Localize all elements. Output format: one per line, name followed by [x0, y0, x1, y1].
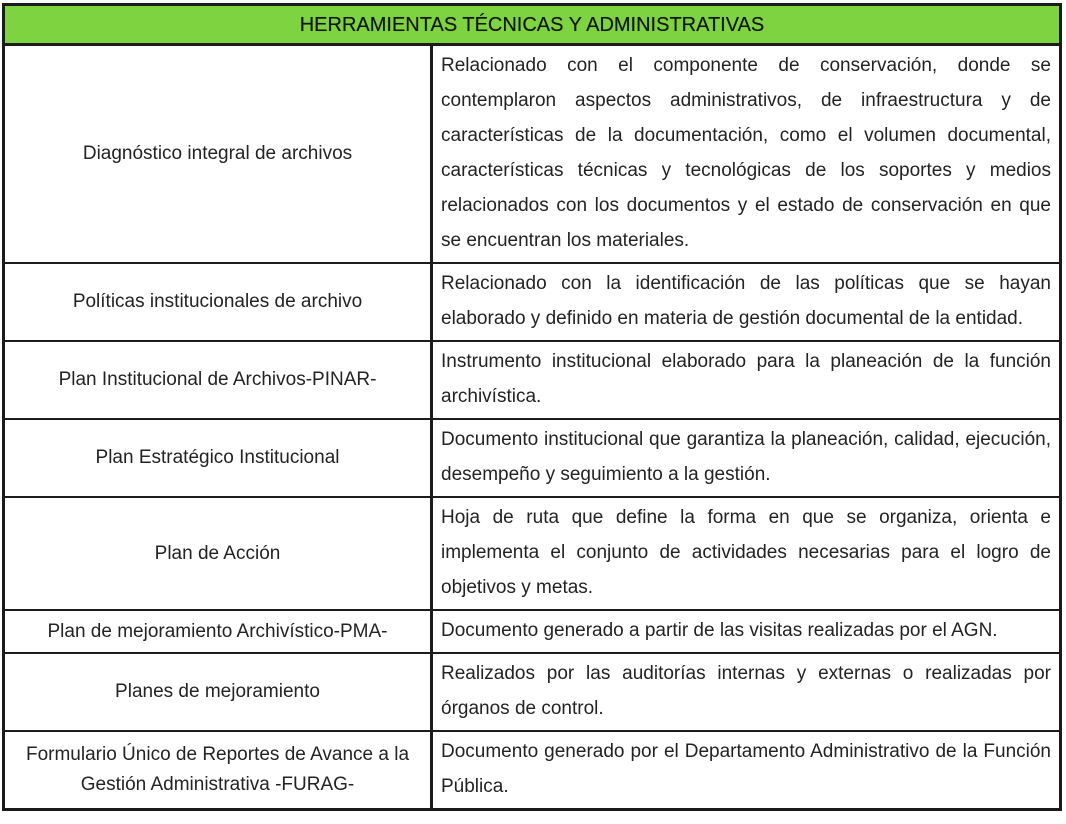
term-cell: Plan Institucional de Archivos-PINAR-: [5, 342, 433, 418]
tools-table: [2, 3, 1062, 811]
description-cell: Hoja de ruta que define la forma en que se organiza, orienta e implementa el conjunto de actividades necesarias para el logro de objetivos y metas.: [441, 507, 1051, 598]
term-cell: Políticas institucionales de archivo: [5, 264, 433, 340]
description-cell: Documento generado por el Departamento Administrativo de la Función Pública.: [441, 741, 1051, 797]
term-cell: Diagnóstico integral de archivos: [5, 46, 433, 262]
table-row: [5, 342, 1059, 420]
table-title: HERRAMIENTAS TÉCNICAS Y ADMINISTRATIVAS: [5, 6, 1059, 46]
term-cell: Planes de mejoramiento: [5, 654, 433, 730]
description-cell: Documento institucional que garantiza la planeación, calidad, ejecución, desempeño y seguimiento a la gestión.: [441, 429, 1051, 485]
term-cell: Formulario Único de Reportes de Avance a la Gestión Administrativa -FURAG-: [5, 732, 433, 808]
table-row: [5, 498, 1059, 611]
description-cell: Realizados por las auditorías internas y externas o realizadas por órganos de control.: [441, 663, 1051, 719]
table-row: [5, 732, 1059, 808]
term-cell: Plan de mejoramiento Archivístico-PMA-: [5, 611, 433, 652]
term-cell: Plan de Acción: [5, 498, 433, 609]
description-cell: Relacionado con el componente de conservación, donde se contemplaron aspectos administrativos, de infraestructura y de características de la documentación, como el volumen documental, características técnicas y tecnológicas de los soportes y medios relacionados con los documentos y el estado de conservación en que se encuentran los materiales.: [441, 55, 1051, 251]
table-row: [5, 654, 1059, 732]
term-cell: Plan Estratégico Institucional: [5, 420, 433, 496]
table-row: [5, 46, 1059, 264]
table-row: [5, 264, 1059, 342]
table-row: [5, 611, 1059, 654]
table-row: [5, 420, 1059, 498]
description-cell: Relacionado con la identificación de las políticas que se hayan elaborado y definido en materia de gestión documental de la entidad.: [441, 273, 1051, 329]
description-cell: Documento generado a partir de las visitas realizadas por el AGN.: [441, 620, 998, 641]
description-cell: Instrumento institucional elaborado para la planeación de la función archivística.: [441, 351, 1051, 407]
